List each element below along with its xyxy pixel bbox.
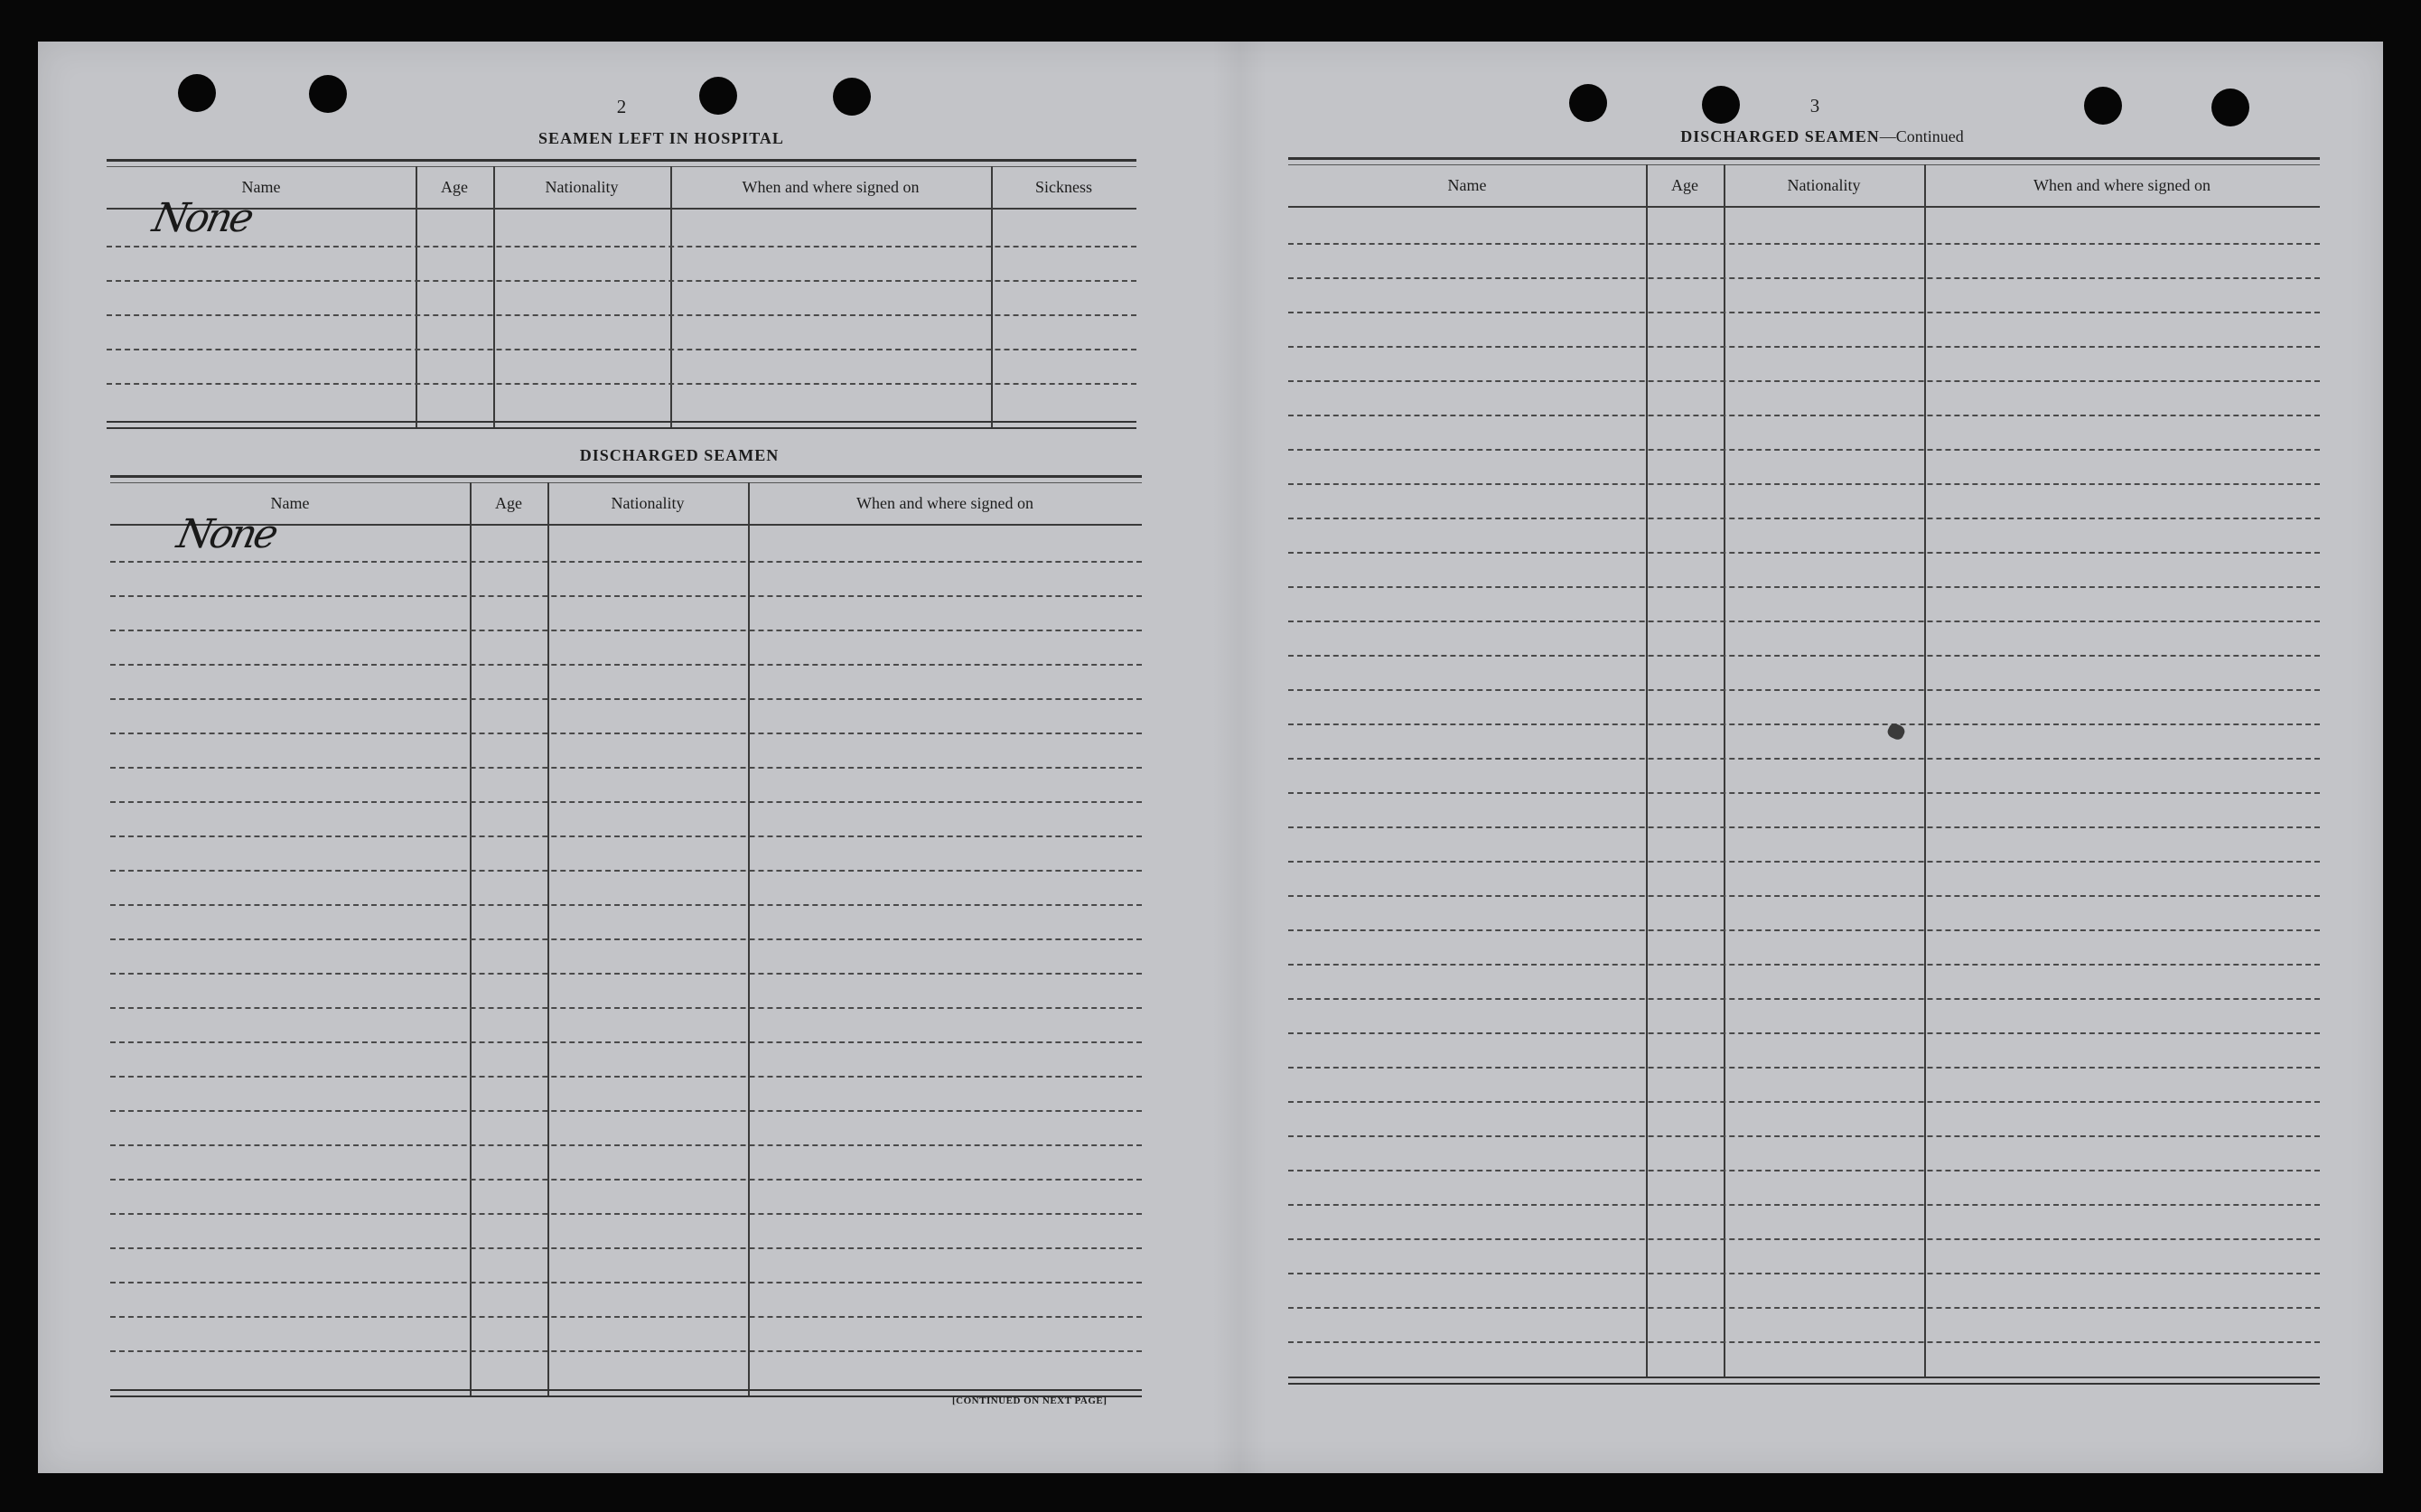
table-row (110, 973, 1142, 975)
discharged-table-left (110, 475, 1142, 1442)
discharged-heading: DISCHARGED SEAMEN (579, 446, 780, 464)
table-row (107, 314, 1136, 316)
table-row (1288, 655, 2320, 657)
table-row (1288, 895, 2320, 897)
table-row (1288, 312, 2320, 313)
table-row (1288, 929, 2320, 931)
page-fold (1212, 42, 1267, 1473)
table-row (110, 1110, 1142, 1112)
punch-hole (2084, 87, 2122, 125)
table-row (1288, 1170, 2320, 1171)
hospital-table (107, 159, 1136, 471)
table-row (1288, 792, 2320, 794)
table-row (1288, 1204, 2320, 1206)
punch-hole (699, 77, 737, 115)
table-row (1288, 415, 2320, 416)
punch-hole (309, 75, 347, 113)
table-row (1288, 586, 2320, 588)
table-row (110, 801, 1142, 803)
table-row (1288, 826, 2320, 828)
punch-hole (833, 78, 871, 116)
column-header-signed-on: When and where signed on (748, 482, 1142, 526)
punch-hole (1569, 84, 1607, 122)
discharged-table-right (1288, 157, 2320, 1422)
table-row (1288, 1307, 2320, 1309)
column-header-age: Age (470, 482, 547, 526)
table-row (110, 1213, 1142, 1215)
table-row (110, 595, 1142, 597)
table-row (1288, 964, 2320, 966)
column-header-age: Age (1646, 164, 1724, 208)
hospital-heading: SEAMEN LEFT IN HOSPITAL (538, 129, 784, 147)
table-row (110, 1076, 1142, 1078)
table-row (1288, 1135, 2320, 1137)
column-header-name: Name (110, 482, 470, 526)
table-row (110, 870, 1142, 872)
handwritten-entry: None (148, 195, 256, 241)
discharged-continued-heading (1528, 127, 2116, 146)
table-row (110, 1350, 1142, 1352)
heading-suffix: —Continued (1879, 127, 1964, 145)
table-row (1288, 243, 2320, 245)
table-row (110, 1041, 1142, 1043)
table-row (110, 938, 1142, 940)
table-row (1288, 1238, 2320, 1240)
table-row (1288, 998, 2320, 1000)
table-row (110, 1247, 1142, 1249)
table-row (110, 1316, 1142, 1318)
table-row (1288, 861, 2320, 863)
table-row (1288, 689, 2320, 691)
table-row (1288, 518, 2320, 519)
column-header-name: Name (107, 166, 416, 210)
table-row (110, 767, 1142, 769)
table-row (107, 349, 1136, 350)
column-header-sickness: Sickness (991, 166, 1136, 210)
heading-title: DISCHARGED SEAMEN (1680, 127, 1880, 145)
punch-hole (2211, 89, 2249, 126)
column-header-nationality: Nationality (547, 482, 748, 526)
table-row (110, 664, 1142, 666)
continued-note: [CONTINUED ON NEXT PAGE] (952, 1395, 1108, 1406)
column-header-nationality: Nationality (1724, 164, 1924, 208)
table-row (110, 904, 1142, 906)
table-row (107, 280, 1136, 282)
column-header-name: Name (1288, 164, 1646, 208)
handwritten-entry: None (173, 511, 280, 557)
table-row (1288, 483, 2320, 485)
table-row (110, 733, 1142, 734)
column-header-signed-on: When and where signed on (1924, 164, 2320, 208)
table-row (110, 1282, 1142, 1283)
table-row (1288, 1273, 2320, 1274)
table-row (1288, 1101, 2320, 1103)
page-number-right: 3 (1809, 95, 1820, 117)
table-row (1288, 621, 2320, 622)
table-row (110, 1144, 1142, 1146)
table-row (1288, 346, 2320, 348)
table-row (1288, 1341, 2320, 1343)
table-row (110, 561, 1142, 563)
table-row (1288, 449, 2320, 451)
table-row (110, 1007, 1142, 1009)
column-header-signed-on: When and where signed on (670, 166, 991, 210)
punch-hole (1702, 86, 1740, 124)
table-row (1288, 758, 2320, 760)
table-row (110, 630, 1142, 631)
table-row (110, 835, 1142, 837)
punch-hole (178, 74, 216, 112)
table-row (1288, 277, 2320, 279)
table-row (1288, 723, 2320, 725)
column-header-nationality: Nationality (493, 166, 670, 210)
table-row (110, 698, 1142, 700)
column-header-age: Age (416, 166, 493, 210)
table-row (1288, 552, 2320, 554)
table-row (110, 1179, 1142, 1181)
table-row (107, 383, 1136, 385)
form-sheet (38, 42, 2383, 1473)
page-number-left: 2 (616, 96, 627, 117)
table-row (107, 246, 1136, 247)
table-row (1288, 380, 2320, 382)
table-row (1288, 1067, 2320, 1069)
table-row (1288, 1032, 2320, 1034)
